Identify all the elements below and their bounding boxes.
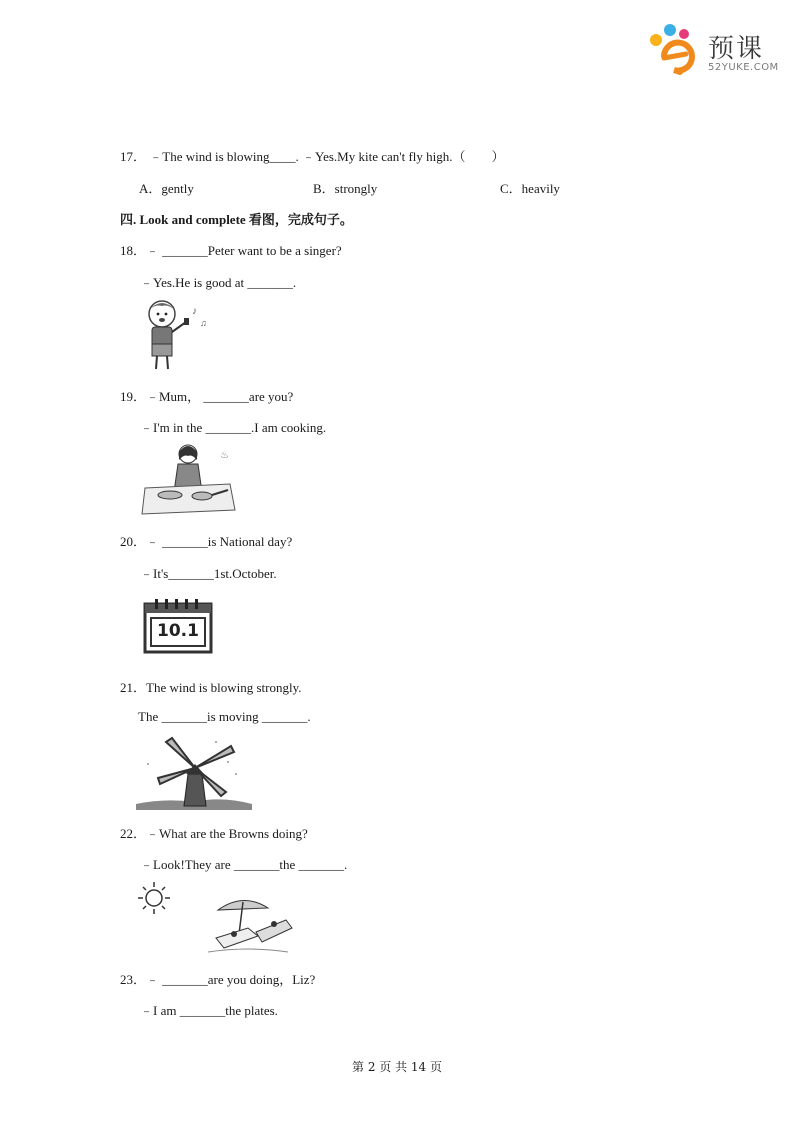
windmill-image	[136, 734, 252, 810]
q21-line1: 21．The wind is blowing strongly.	[120, 680, 302, 695]
svg-text:♨: ♨	[220, 450, 229, 461]
q22-line1: 22．﹣What are the Browns doing?	[120, 826, 308, 841]
sun-icon	[138, 882, 170, 914]
q17-option-c: C．heavily	[500, 181, 560, 196]
q18-line1: 18．﹣ _______Peter want to be a singer?	[120, 243, 342, 258]
q23-line1: 23．﹣ _______are you doing，Liz?	[120, 972, 316, 987]
logo-mark-icon	[646, 22, 706, 82]
q20-line2: ﹣It's_______1st.October.	[140, 566, 277, 581]
singer-boy-image	[140, 296, 212, 372]
svg-text:♪: ♪	[192, 306, 197, 317]
q19-line2: ﹣I'm in the _______.I am cooking.	[140, 420, 327, 435]
logo-site: 52YUKE.COM	[708, 62, 779, 73]
q19-line1: 19．﹣Mum， _______are you?	[120, 389, 294, 404]
beach-sunbathing-image	[138, 880, 298, 958]
section-title: 四. Look and complete 看图，完成句子。	[120, 212, 353, 227]
logo-name: 预课	[708, 34, 765, 64]
site-logo	[646, 22, 779, 82]
calendar-date: 10.1	[157, 621, 199, 641]
q17-option-b: B．strongly	[313, 181, 378, 196]
svg-text:♫: ♫	[200, 318, 207, 328]
q17-option-a: A．gently	[139, 181, 194, 196]
calendar-image	[143, 598, 213, 654]
q17-stem: 17． ﹣The wind is blowing____. ﹣Yes.My kite can't fly high.（ ）	[120, 149, 505, 164]
q22-line2: ﹣Look!They are _______the _______.	[140, 857, 348, 872]
page-footer: 第 2 页 共 14 页	[352, 1060, 442, 1074]
q18-line2: ﹣Yes.He is good at _______.	[140, 275, 297, 290]
q23-line2: ﹣I am _______the plates.	[140, 1003, 278, 1018]
cooking-mother-image	[140, 440, 240, 518]
q20-line1: 20．﹣ _______is National day?	[120, 534, 293, 549]
q21-line2: The _______is moving _______.	[138, 709, 311, 724]
